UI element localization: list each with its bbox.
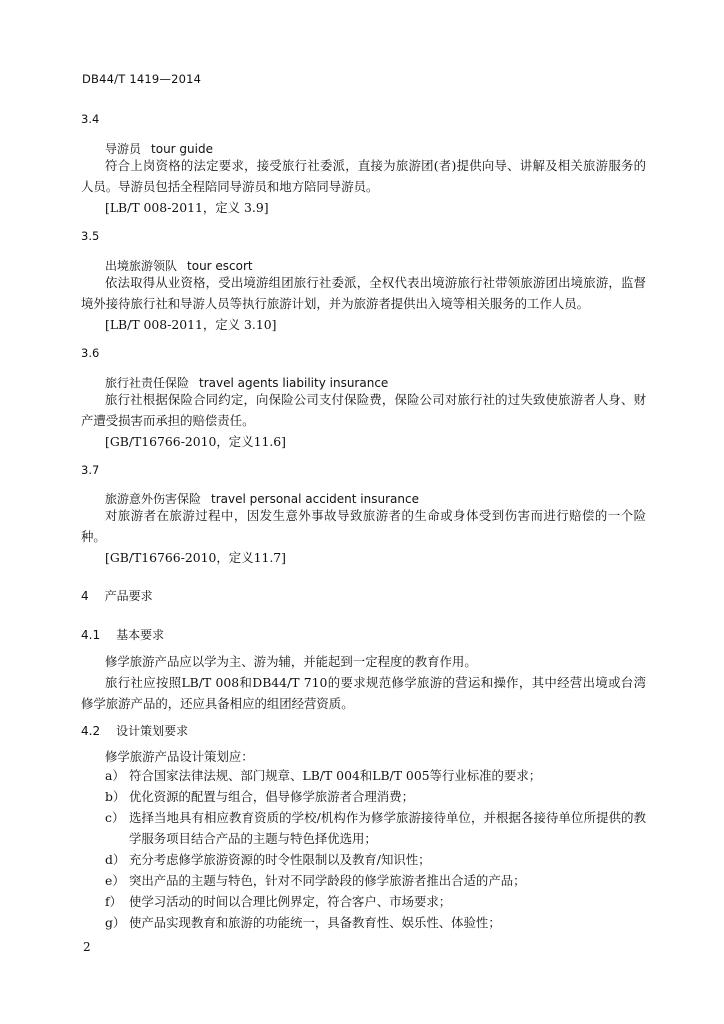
term-title-zh: 旅游意外伤害保险 [105, 492, 202, 506]
subsection-number: 4.2 [81, 724, 101, 738]
term-reference: [LB/T 008-2011，定义 3.9] [105, 200, 269, 215]
subsection-title: 设计策划要求 [116, 724, 189, 738]
term-reference: [LB/T 008-2011，定义 3.10] [105, 317, 277, 332]
list-marker: c） [105, 810, 125, 825]
list-item-text: 选择当地具有相应教育资质的学校/机构作为修学旅游接待单位，并根据各接待单位所提供的教学服务项目结合产品的主题与特色择优选用； [129, 810, 646, 846]
body-paragraph: 旅行社应按照LB/T 008和DB44/T 710的要求规范修学旅游的营运和操作，其中经营出境或台湾修学旅游产品的，还应具备相应的组团经营资质。 [81, 675, 646, 711]
document-code-header: DB44/T 1419—2014 [82, 72, 202, 86]
list-marker: b） [105, 789, 126, 804]
subsection-number: 4.1 [81, 628, 101, 642]
list-item-text: 使学习活动的时间以合理比例界定，符合客户、市场要求； [129, 894, 452, 909]
term-title-en: tour escort [187, 259, 253, 273]
list-marker: f） [105, 894, 122, 909]
term-title-en: travel personal accident insurance [211, 492, 419, 506]
body-paragraph: 修学旅游产品应以学为主、游为辅，并能起到一定程度的教育作用。 [105, 654, 477, 669]
section-heading [81, 587, 153, 604]
term-definition: 对旅游者在旅游过程中，因发生意外事故导致旅游者的生命或身体受到伤害而进行赔偿的一个险种。 [81, 508, 646, 544]
term-definition: 依法取得从业资格，受出境游组团旅行社委派，全权代表出境游旅行社带领旅游团出境旅游，监督境外接待旅行社和导游人员等执行旅游计划，并为旅游者提供出入境等相关服务的工作人员。 [81, 275, 646, 311]
term-title-en: tour guide [151, 142, 213, 156]
list-marker: a） [105, 768, 125, 783]
term-title-zh: 导游员 [105, 142, 142, 156]
list-item [105, 912, 646, 933]
term-definition: 符合上岗资格的法定要求，接受旅行社委派，直接为旅游团(者)提供向导、讲解及相关旅游服务的人员。导游员包括全程陪同导游员和地方陪同导游员。 [81, 158, 646, 194]
list-item-text: 符合国家法律法规、部门规章、LB/T 004和LB/T 005等行业标准的要求； [129, 768, 542, 783]
term-number: 3.7 [81, 463, 100, 477]
list-marker: d） [105, 852, 126, 867]
section-number: 4 [81, 589, 89, 603]
list-item-text: 使产品实现教育和旅游的功能统一，具备教育性、娱乐性、体验性； [129, 915, 501, 930]
list-intro: 修学旅游产品设计策划应： [105, 749, 254, 764]
term-title-en: travel agents liability insurance [199, 376, 389, 390]
list-item [105, 891, 646, 912]
list-item [105, 786, 646, 807]
list-item-text: 突出产品的主题与特色，针对不同学龄段的修学旅游者推出合适的产品； [129, 873, 526, 888]
term-number: 3.4 [81, 112, 100, 126]
term-number: 3.6 [81, 346, 100, 360]
list-item [105, 849, 646, 870]
term-definition: 旅行社根据保险合同约定，向保险公司支付保险费，保险公司对旅行社的过失致使旅游者人身、财产遭受损害而承担的赔偿责任。 [81, 392, 646, 428]
list-item [105, 807, 646, 849]
list-item-text: 充分考虑修学旅游资源的时令性限制以及教育/知识性； [129, 852, 431, 867]
section-title: 产品要求 [104, 589, 153, 603]
list-item [105, 870, 646, 891]
subsection-title: 基本要求 [116, 628, 165, 642]
list-marker: g） [105, 915, 126, 930]
term-title-zh: 旅行社责任保险 [105, 376, 190, 390]
subsection-heading [81, 626, 164, 643]
subsection-heading [81, 722, 188, 739]
list-item [105, 765, 646, 786]
list-item-text: 优化资源的配置与组合，倡导修学旅游者合理消费； [129, 789, 414, 804]
term-number: 3.5 [81, 229, 100, 243]
list-marker: e） [105, 873, 125, 888]
page-number: 2 [83, 940, 91, 954]
term-reference: [GB/T16766-2010，定义11.6] [105, 434, 287, 449]
term-title-zh: 出境旅游领队 [105, 259, 178, 273]
term-reference: [GB/T16766-2010，定义11.7] [105, 550, 287, 565]
